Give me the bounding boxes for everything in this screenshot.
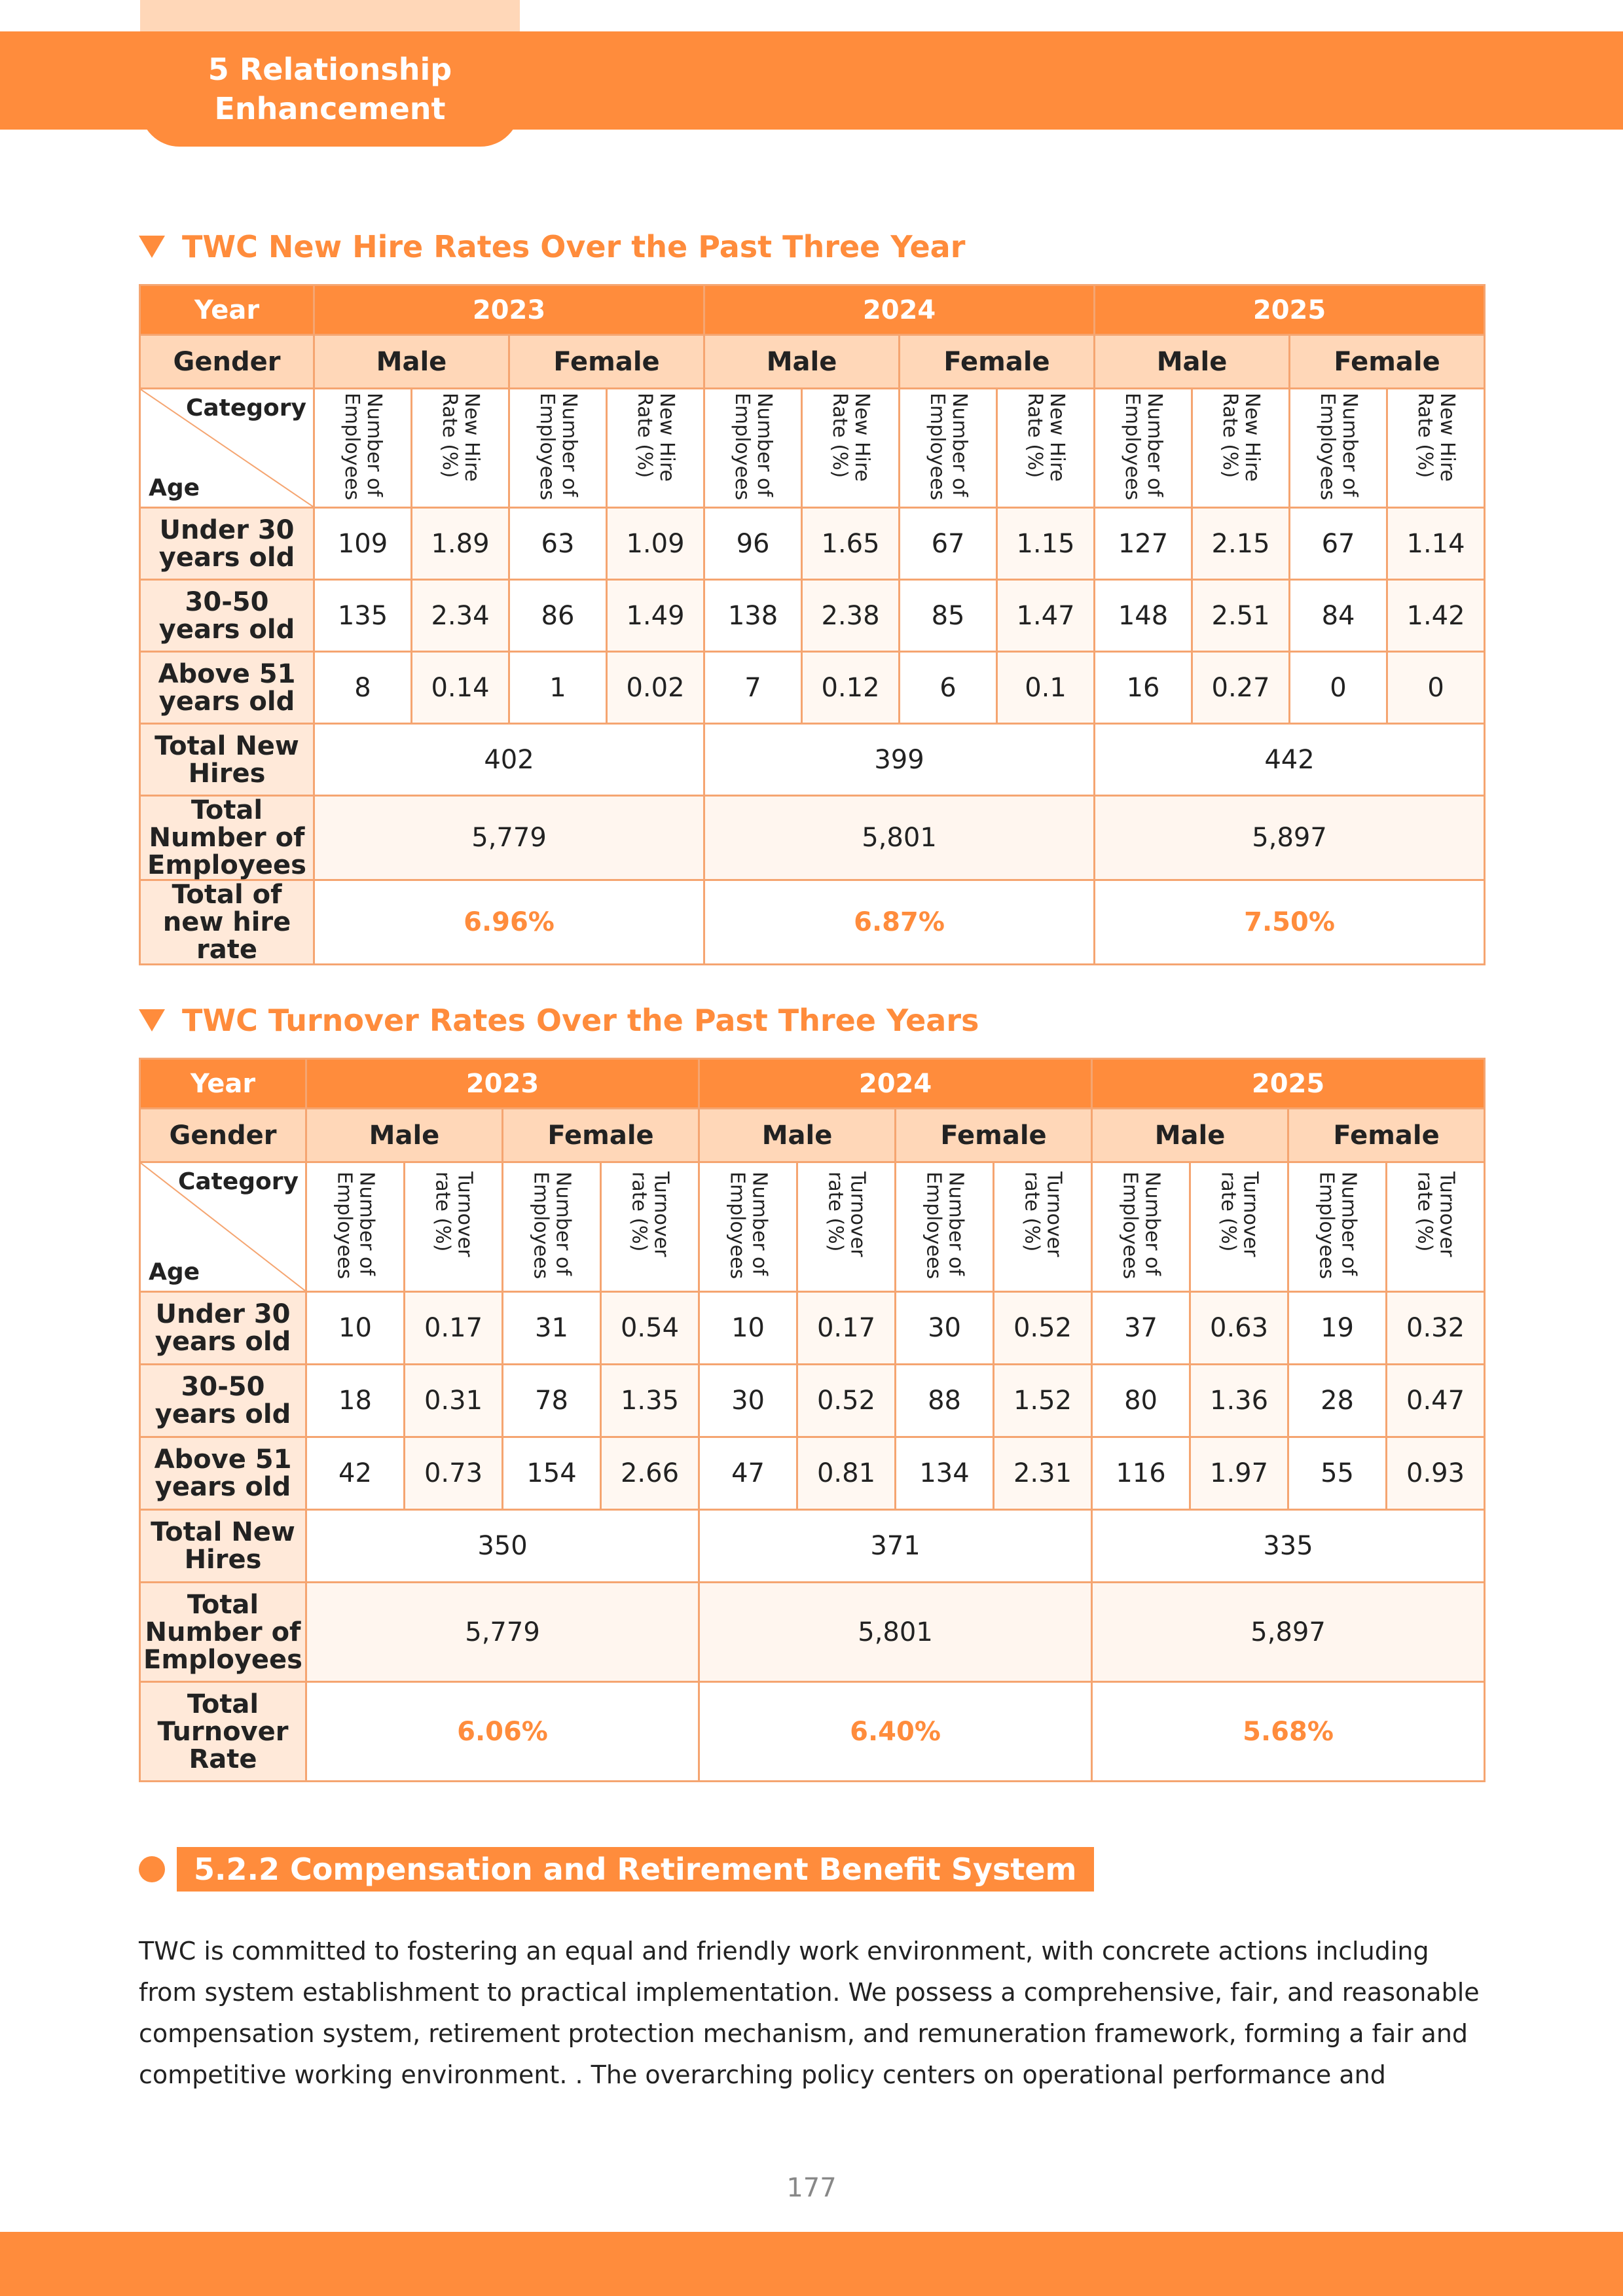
employees-label: Total Number of Employees: [140, 796, 314, 880]
column-header: [1387, 389, 1485, 508]
column-header: [704, 389, 802, 508]
table-cell: 63: [509, 508, 607, 580]
rate-value: 6.87%: [704, 880, 1095, 965]
year-row: [140, 285, 1485, 335]
table-cell: 0.63: [1190, 1292, 1288, 1365]
subsection-title: 5.2.2 Compensation and Retirement Benefit System: [177, 1847, 1094, 1892]
total-value: 350: [306, 1510, 699, 1583]
table-cell: 42: [306, 1437, 405, 1510]
column-header-text: Turnover rate (%): [824, 1171, 869, 1257]
section-tab: [140, 31, 520, 147]
table-cell: 18: [306, 1365, 405, 1437]
employees-label: Total Number of Employees: [140, 1583, 306, 1682]
table-cell: 127: [1095, 508, 1192, 580]
table-cell: 135: [314, 580, 412, 652]
table-row: [140, 1437, 1485, 1510]
table-cell: 96: [704, 508, 802, 580]
table-cell: 154: [503, 1437, 601, 1510]
table-cell: 0.81: [797, 1437, 896, 1510]
column-header: [306, 1162, 405, 1292]
year-header: 2023: [314, 285, 704, 335]
table-cell: 116: [1092, 1437, 1190, 1510]
table-cell: 31: [503, 1292, 601, 1365]
table-cell: 0.02: [607, 652, 704, 724]
category-row: [140, 389, 1485, 508]
age-label: Age: [149, 1259, 200, 1285]
employees-value: 5,779: [306, 1583, 699, 1682]
column-header-text: Number of Employees: [340, 392, 386, 500]
year-label: Year: [140, 1059, 306, 1109]
table-cell: 1.14: [1387, 508, 1485, 580]
hire-rate-table: [139, 284, 1486, 965]
column-header-text: Number of Employees: [926, 392, 972, 500]
gender-header: Female: [900, 335, 1095, 389]
gender-header: Female: [1288, 1109, 1485, 1162]
table-cell: 1.65: [802, 508, 900, 580]
column-header-text: Number of Employees: [1118, 1171, 1164, 1279]
table-cell: 0.1: [997, 652, 1095, 724]
gender-row: [140, 335, 1485, 389]
column-header: [314, 389, 412, 508]
category-label: Category: [177, 1168, 299, 1195]
table-cell: 0.17: [797, 1292, 896, 1365]
column-header-text: New Hire Rate (%): [1023, 392, 1069, 482]
column-header-text: Number of Employees: [922, 1171, 968, 1279]
table-cell: 37: [1092, 1292, 1190, 1365]
age-group-label: 30-50 years old: [140, 1365, 306, 1437]
category-age-corner: [140, 389, 314, 508]
gender-header: Male: [314, 335, 509, 389]
total-value: 371: [699, 1510, 1092, 1583]
column-header-text: Turnover rate (%): [431, 1171, 477, 1257]
table-row: [140, 580, 1485, 652]
category-label: Category: [185, 395, 306, 422]
gender-header: Male: [704, 335, 900, 389]
employees-row: [140, 1583, 1485, 1682]
employees-value: 5,897: [1095, 796, 1485, 880]
column-header-text: Turnover rate (%): [1413, 1171, 1459, 1257]
table-cell: 1.35: [601, 1365, 699, 1437]
year-label: Year: [140, 285, 314, 335]
age-group-label: Above 51 years old: [140, 1437, 306, 1510]
column-header-text: Number of Employees: [1316, 392, 1362, 500]
gender-header: Female: [896, 1109, 1092, 1162]
column-header: [412, 389, 509, 508]
table-cell: 2.34: [412, 580, 509, 652]
table-row: [140, 1292, 1485, 1365]
rate-value: 6.40%: [699, 1682, 1092, 1782]
table-cell: 0.32: [1387, 1292, 1485, 1365]
year-header: 2024: [704, 285, 1095, 335]
table-cell: 148: [1095, 580, 1192, 652]
gender-header: Male: [699, 1109, 896, 1162]
rate-value: 6.96%: [314, 880, 704, 965]
table-cell: 0.54: [601, 1292, 699, 1365]
table-cell: 1.52: [994, 1365, 1092, 1437]
column-header: [1290, 389, 1387, 508]
column-header-text: New Hire Rate (%): [1413, 392, 1459, 482]
rate-label: Total Turnover Rate: [140, 1682, 306, 1782]
column-header-text: Turnover rate (%): [627, 1171, 673, 1257]
column-header-text: Number of Employees: [529, 1171, 575, 1279]
table-cell: 67: [900, 508, 997, 580]
rate-value: 6.06%: [306, 1682, 699, 1782]
rate-row: [140, 1682, 1485, 1782]
table-cell: 7: [704, 652, 802, 724]
table-cell: 0.14: [412, 652, 509, 724]
turnover-table-title: TWC Turnover Rates Over the Past Three Years: [182, 1003, 979, 1038]
triangle-down-icon: [139, 236, 165, 258]
subsection-heading: [139, 1847, 1094, 1892]
rate-value: 5.68%: [1092, 1682, 1485, 1782]
total-value: 442: [1095, 724, 1485, 796]
table-cell: 47: [699, 1437, 797, 1510]
column-header: [405, 1162, 503, 1292]
gender-label: Gender: [140, 1109, 306, 1162]
age-group-label: Under 30 years old: [140, 1292, 306, 1365]
column-header: [607, 389, 704, 508]
column-header-text: New Hire Rate (%): [633, 392, 678, 482]
employees-value: 5,801: [699, 1583, 1092, 1682]
column-header: [1288, 1162, 1387, 1292]
total-value: 402: [314, 724, 704, 796]
column-header: [503, 1162, 601, 1292]
table-cell: 0.93: [1387, 1437, 1485, 1510]
table-cell: 0.17: [405, 1292, 503, 1365]
table-cell: 2.38: [802, 580, 900, 652]
table-cell: 78: [503, 1365, 601, 1437]
table-cell: 134: [896, 1437, 994, 1510]
column-header-text: Number of Employees: [536, 392, 581, 500]
category-age-corner: [140, 1162, 306, 1292]
table-cell: 0.52: [994, 1292, 1092, 1365]
table-cell: 6: [900, 652, 997, 724]
rate-label: Total of new hire rate: [140, 880, 314, 965]
table-cell: 2.15: [1192, 508, 1290, 580]
table-cell: 55: [1288, 1437, 1387, 1510]
year-header: 2025: [1092, 1059, 1485, 1109]
table-cell: 80: [1092, 1365, 1190, 1437]
table-cell: 88: [896, 1365, 994, 1437]
column-header-text: Number of Employees: [731, 392, 776, 500]
gender-label: Gender: [140, 335, 314, 389]
age-group-label: Above 51 years old: [140, 652, 314, 724]
gender-header: Male: [1092, 1109, 1288, 1162]
rate-value: 7.50%: [1095, 880, 1485, 965]
turnover-table-heading: [139, 1003, 979, 1038]
table-cell: 1.49: [607, 580, 704, 652]
age-group-label: 30-50 years old: [140, 580, 314, 652]
table-cell: 16: [1095, 652, 1192, 724]
page-number: 177: [786, 2173, 837, 2203]
table-cell: 0.31: [405, 1365, 503, 1437]
column-header-text: Number of Employees: [725, 1171, 771, 1279]
table-cell: 109: [314, 508, 412, 580]
table-row: [140, 1365, 1485, 1437]
year-header: 2025: [1095, 285, 1485, 335]
table-row: [140, 652, 1485, 724]
column-header-text: Turnover rate (%): [1216, 1171, 1262, 1257]
column-header: [509, 389, 607, 508]
column-header-text: Number of Employees: [1315, 1171, 1360, 1279]
table-cell: 84: [1290, 580, 1387, 652]
section-title: 5 Relationship Enhancement: [208, 52, 452, 126]
hire-table-heading: [139, 229, 965, 264]
table-cell: 0: [1387, 652, 1485, 724]
bullet-dot-icon: [139, 1856, 165, 1882]
table-cell: 2.51: [1192, 580, 1290, 652]
column-header: [797, 1162, 896, 1292]
table-cell: 86: [509, 580, 607, 652]
gender-header: Male: [1095, 335, 1290, 389]
table-cell: 30: [896, 1292, 994, 1365]
table-cell: 10: [699, 1292, 797, 1365]
table-cell: 1.47: [997, 580, 1095, 652]
gender-header: Male: [306, 1109, 503, 1162]
year-header: 2023: [306, 1059, 699, 1109]
table-row: [140, 508, 1485, 580]
column-header: [699, 1162, 797, 1292]
hire-table-title: TWC New Hire Rates Over the Past Three Year: [182, 229, 966, 264]
category-row: [140, 1162, 1485, 1292]
table-cell: 0.52: [797, 1365, 896, 1437]
triangle-down-icon: [139, 1009, 165, 1031]
table-cell: 0.47: [1387, 1365, 1485, 1437]
total-row: [140, 1510, 1485, 1583]
column-header: [896, 1162, 994, 1292]
gender-header: Female: [503, 1109, 699, 1162]
column-header: [994, 1162, 1092, 1292]
table-cell: 1.89: [412, 508, 509, 580]
employees-value: 5,779: [314, 796, 704, 880]
year-header: 2024: [699, 1059, 1092, 1109]
table-cell: 1.97: [1190, 1437, 1288, 1510]
table-cell: 0.27: [1192, 652, 1290, 724]
column-header-text: Number of Employees: [333, 1171, 378, 1279]
column-header: [1092, 1162, 1190, 1292]
table-cell: 1.15: [997, 508, 1095, 580]
table-cell: 8: [314, 652, 412, 724]
total-value: 399: [704, 724, 1095, 796]
age-group-label: Under 30 years old: [140, 508, 314, 580]
gender-header: Female: [509, 335, 704, 389]
column-header: [997, 389, 1095, 508]
table-cell: 1.36: [1190, 1365, 1288, 1437]
column-header: [1095, 389, 1192, 508]
column-header: [1387, 1162, 1485, 1292]
column-header: [802, 389, 900, 508]
body-paragraph: TWC is committed to fostering an equal and friendly work environment, with concrete actions including from system establishment to practical implementation. We possess a comprehensive, fair, and reasonable compensation system, retirement protection mechanism, and remuneration framework, forming a fair and competitive working environment. . The overarching policy centers on operational performance and: [139, 1937, 1480, 2089]
column-header-text: New Hire Rate (%): [828, 392, 874, 482]
table-cell: 10: [306, 1292, 405, 1365]
table-cell: 0: [1290, 652, 1387, 724]
header-tab-top: [140, 0, 520, 31]
gender-header: Female: [1290, 335, 1485, 389]
column-header: [900, 389, 997, 508]
turnover-rate-table: [139, 1058, 1486, 1782]
total-label: Total New Hires: [140, 1510, 306, 1583]
table-cell: 67: [1290, 508, 1387, 580]
total-label: Total New Hires: [140, 724, 314, 796]
table-cell: 2.66: [601, 1437, 699, 1510]
column-header-text: Number of Employees: [1121, 392, 1167, 500]
total-value: 335: [1092, 1510, 1485, 1583]
employees-row: [140, 796, 1485, 880]
column-header-text: New Hire Rate (%): [438, 392, 483, 482]
year-row: [140, 1059, 1485, 1109]
table-cell: 85: [900, 580, 997, 652]
gender-row: [140, 1109, 1485, 1162]
table-cell: 19: [1288, 1292, 1387, 1365]
table-cell: 0.73: [405, 1437, 503, 1510]
table-cell: 30: [699, 1365, 797, 1437]
table-cell: 138: [704, 580, 802, 652]
table-cell: 1.09: [607, 508, 704, 580]
total-row: [140, 724, 1485, 796]
column-header: [601, 1162, 699, 1292]
rate-row: [140, 880, 1485, 965]
age-label: Age: [149, 475, 200, 501]
column-header: [1190, 1162, 1288, 1292]
table-cell: 1: [509, 652, 607, 724]
table-cell: 28: [1288, 1365, 1387, 1437]
column-header-text: Turnover rate (%): [1020, 1171, 1066, 1257]
column-header: [1192, 389, 1290, 508]
employees-value: 5,801: [704, 796, 1095, 880]
column-header-text: New Hire Rate (%): [1218, 392, 1264, 482]
table-cell: 0.12: [802, 652, 900, 724]
table-cell: 1.42: [1387, 580, 1485, 652]
employees-value: 5,897: [1092, 1583, 1485, 1682]
table-cell: 2.31: [994, 1437, 1092, 1510]
footer-bar: [0, 2232, 1623, 2296]
